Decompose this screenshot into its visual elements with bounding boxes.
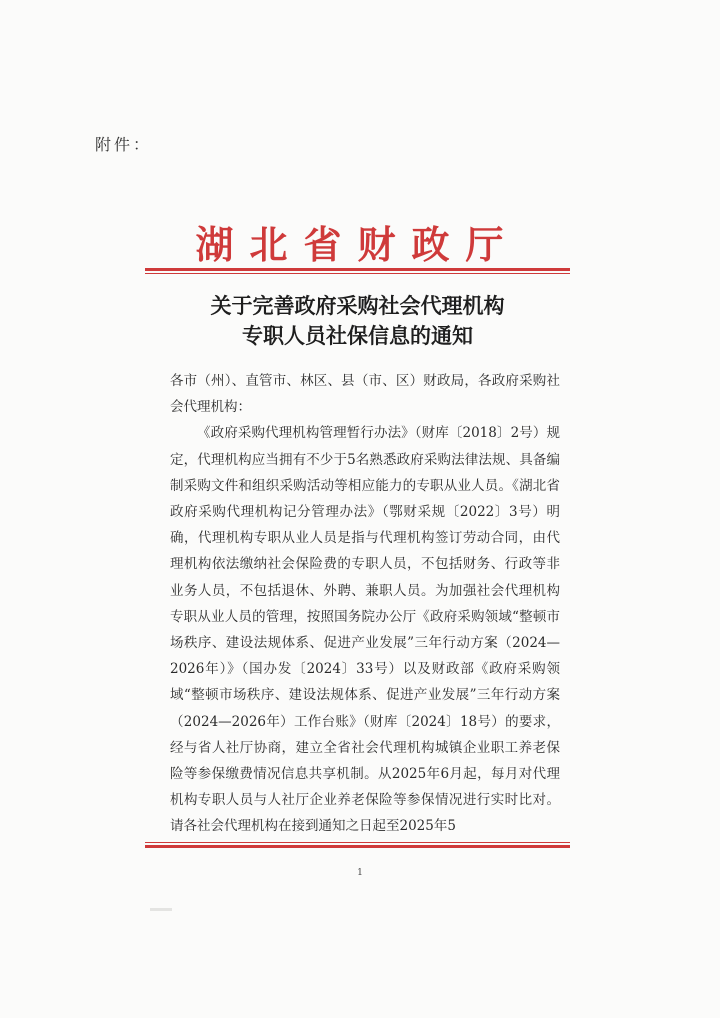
header-divider-thick	[145, 268, 570, 271]
footer-divider-thin	[145, 842, 570, 843]
issuer-header: 湖北省财政厅	[195, 222, 520, 267]
scan-artifact	[150, 908, 172, 911]
header-divider-thin	[145, 273, 570, 274]
document-title-line-2: 专职人员社保信息的通知	[242, 324, 473, 348]
footer-divider-thick	[145, 845, 570, 848]
page-number: 1	[357, 868, 363, 878]
salutation: 各市（州）、直管市、林区、县（市、区）财政局，各政府采购社会代理机构：	[170, 373, 560, 416]
document-body	[170, 368, 560, 840]
document-title-line-1: 关于完善政府采购社会代理机构	[210, 294, 505, 318]
attachment-label: 附件：	[95, 135, 153, 154]
body-paragraph: 《政府采购代理机构管理暂行办法》（财库〔2018〕2号）规定，代理机构应当拥有不少于5名熟悉政府采购法律法规、具备编制采购文件和组织采购活动等相应能力的专职从业人员。《湖北省政府采购代理机构记分管理办法》（鄂财采规〔2022〕3号）明确，代理机构专职从业人员是指与代理机构签订劳动合同，由代理机构依法缴纳社会保险费的专职人员，不包括财务、行政等非业务人员，不包括退休、外聘、兼职人员。为加强社会代理机构专职从业人员的管理，按照国务院办公厅《政府采购领域“整顿市场秩序、建设法规体系、促进产业发展”三年行动方案（2024—2026年）》（国办发〔2024〕33号）以及财政部《政府采购领域“整顿市场秩序、建设法规体系、促进产业发展”三年行动方案（2024—2026年）工作台账》（财库〔2024〕18号）的要求，经与省人社厅协商，建立全省社会代理机构城镇企业职工养老保险等参保缴费情况信息共享机制。从2025年6月起，每月对代理机构专职人员与人社厅企业养老保险等参保情况进行实时比对。请各社会代理机构在接到通知之日起至2025年5	[170, 425, 560, 835]
